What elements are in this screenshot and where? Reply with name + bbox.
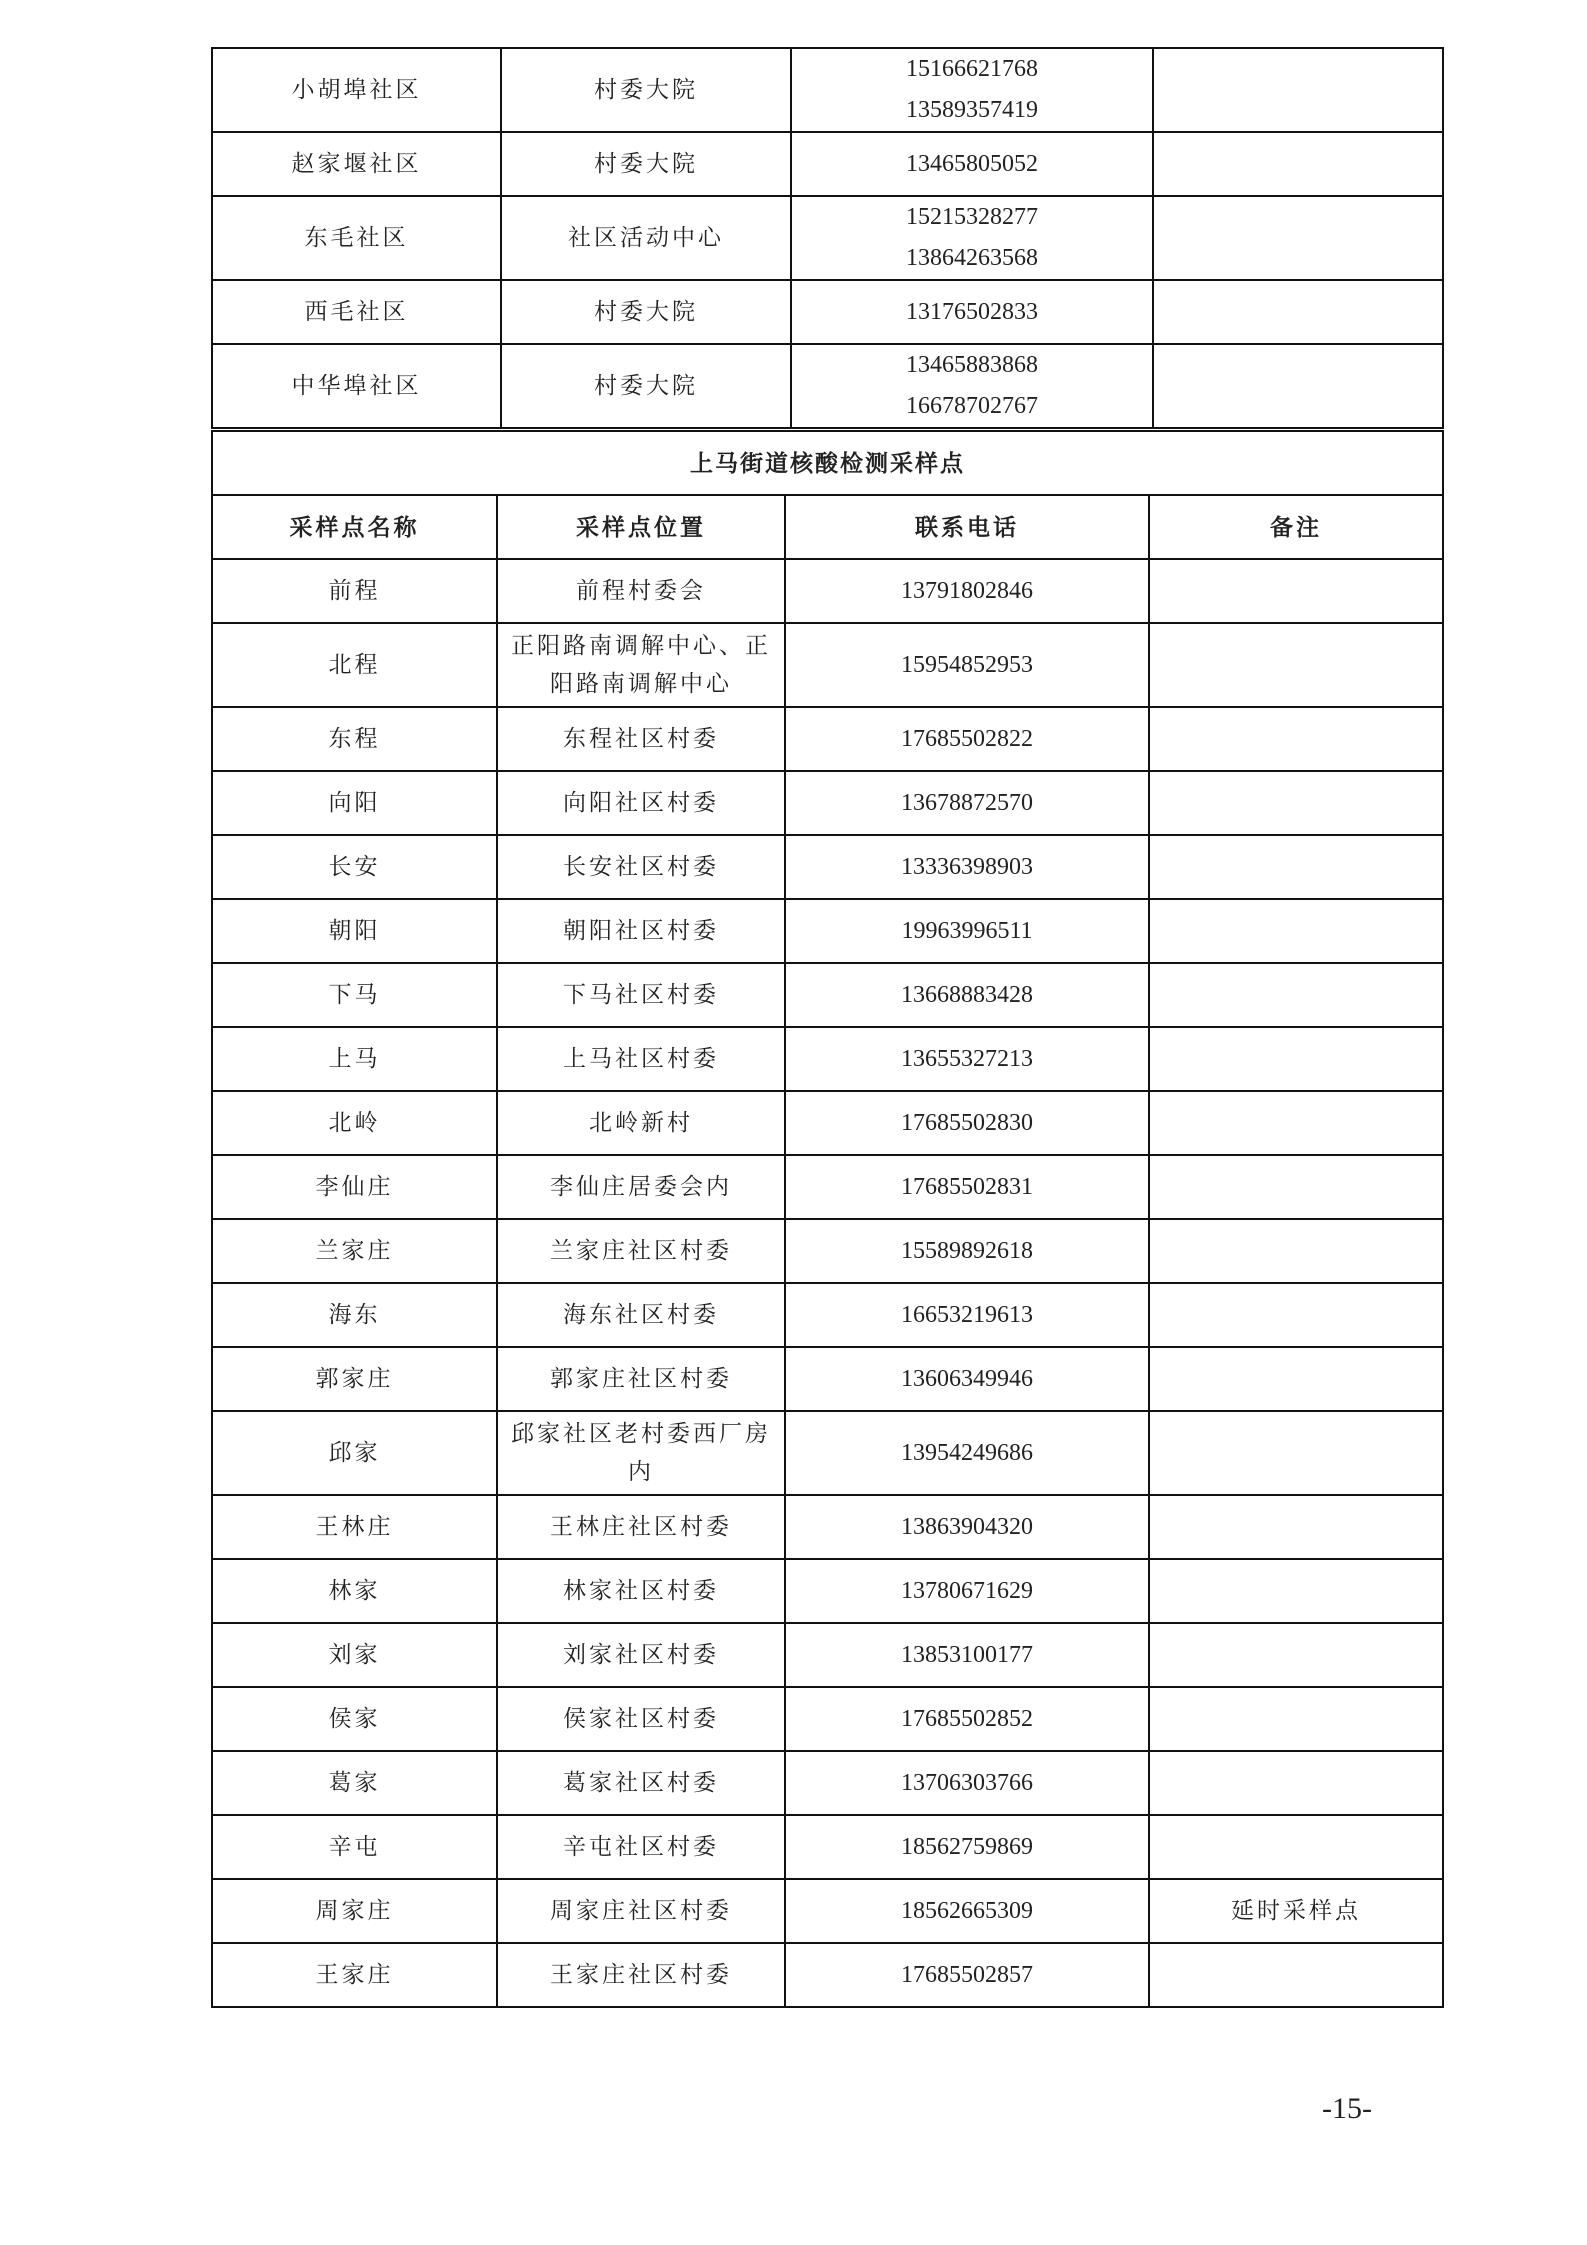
table-row (212, 899, 1443, 963)
table-row (212, 1623, 1443, 1687)
site-phone: 13176502833 (791, 280, 1153, 344)
site-location: 村委大院 (501, 280, 791, 344)
table-row (212, 1091, 1443, 1155)
section-title: 上马街道核酸检测采样点 (212, 431, 1443, 495)
site-location: 林家社区村委 (497, 1559, 785, 1623)
site-name: 东程 (212, 707, 497, 771)
site-name: 赵家堰社区 (212, 132, 501, 196)
site-note (1149, 1155, 1443, 1219)
site-note (1149, 1283, 1443, 1347)
header-name: 采样点名称 (212, 495, 497, 559)
site-name: 西毛社区 (212, 280, 501, 344)
site-name: 中华埠社区 (212, 344, 501, 428)
site-note (1149, 1751, 1443, 1815)
site-location: 村委大院 (501, 344, 791, 428)
site-name: 下马 (212, 963, 497, 1027)
site-note (1153, 48, 1443, 132)
site-phone: 15589892618 (785, 1219, 1149, 1283)
table-row (212, 196, 1443, 280)
site-location: 兰家庄社区村委 (497, 1219, 785, 1283)
site-location: 侯家社区村委 (497, 1687, 785, 1751)
site-location: 刘家社区村委 (497, 1623, 785, 1687)
site-phone: 13954249686 (785, 1411, 1149, 1495)
table-row (212, 1283, 1443, 1347)
table-row (212, 344, 1443, 428)
site-location: 辛屯社区村委 (497, 1815, 785, 1879)
site-note (1149, 1495, 1443, 1559)
site-phone: 13863904320 (785, 1495, 1149, 1559)
header-phone: 联系电话 (785, 495, 1149, 559)
table-row (212, 1943, 1443, 2007)
table-row (212, 707, 1443, 771)
table-row (212, 623, 1443, 707)
site-name: 前程 (212, 559, 497, 623)
site-name: 兰家庄 (212, 1219, 497, 1283)
site-name: 北程 (212, 623, 497, 707)
site-name: 邱家 (212, 1411, 497, 1495)
site-phone: 18562665309 (785, 1879, 1149, 1943)
phone-line: 13864263568 (906, 245, 1038, 271)
site-name: 侯家 (212, 1687, 497, 1751)
site-phone: 17685502857 (785, 1943, 1149, 2007)
site-name: 林家 (212, 1559, 497, 1623)
site-note (1149, 771, 1443, 835)
site-note (1149, 559, 1443, 623)
site-name: 刘家 (212, 1623, 497, 1687)
site-note (1153, 344, 1443, 428)
site-note (1149, 1623, 1443, 1687)
site-location: 邱家社区老村委西厂房内 (497, 1411, 785, 1495)
site-name: 王家庄 (212, 1943, 497, 2007)
site-note (1149, 963, 1443, 1027)
table-row (212, 771, 1443, 835)
site-location: 正阳路南调解中心、正阳路南调解中心 (497, 623, 785, 707)
site-location: 上马社区村委 (497, 1027, 785, 1091)
table-row (212, 1027, 1443, 1091)
site-phone: 13853100177 (785, 1623, 1149, 1687)
site-location: 郭家庄社区村委 (497, 1347, 785, 1411)
site-note (1153, 196, 1443, 280)
site-phone: 16653219613 (785, 1283, 1149, 1347)
site-phone: 13465805052 (791, 132, 1153, 196)
site-name: 东毛社区 (212, 196, 501, 280)
site-name: 周家庄 (212, 1879, 497, 1943)
site-note (1149, 707, 1443, 771)
site-location: 村委大院 (501, 132, 791, 196)
site-location: 下马社区村委 (497, 963, 785, 1027)
site-phone: 15954852953 (785, 623, 1149, 707)
table-row (212, 835, 1443, 899)
shangma-sampling-table (211, 430, 1444, 2008)
site-phone (791, 196, 1153, 280)
site-note (1149, 835, 1443, 899)
site-phone: 17685502831 (785, 1155, 1149, 1219)
site-location: 东程社区村委 (497, 707, 785, 771)
site-location: 海东社区村委 (497, 1283, 785, 1347)
site-note (1153, 132, 1443, 196)
phone-line: 13589357419 (906, 97, 1038, 123)
section-title-row (212, 431, 1443, 495)
site-location: 周家庄社区村委 (497, 1879, 785, 1943)
header-location: 采样点位置 (497, 495, 785, 559)
site-location: 葛家社区村委 (497, 1751, 785, 1815)
site-name: 郭家庄 (212, 1347, 497, 1411)
phone-line: 16678702767 (906, 393, 1038, 419)
site-note (1149, 623, 1443, 707)
phone-line: 15166621768 (906, 56, 1038, 82)
site-name: 上马 (212, 1027, 497, 1091)
site-name: 海东 (212, 1283, 497, 1347)
site-name: 朝阳 (212, 899, 497, 963)
site-phone: 13655327213 (785, 1027, 1149, 1091)
site-location: 村委大院 (501, 48, 791, 132)
site-phone: 13678872570 (785, 771, 1149, 835)
phone-line: 13465883868 (906, 352, 1038, 378)
site-phone: 13791802846 (785, 559, 1149, 623)
site-note (1153, 280, 1443, 344)
site-name: 长安 (212, 835, 497, 899)
site-location: 朝阳社区村委 (497, 899, 785, 963)
site-note (1149, 1943, 1443, 2007)
site-phone: 19963996511 (785, 899, 1149, 963)
table-row (212, 48, 1443, 132)
site-phone: 17685502822 (785, 707, 1149, 771)
site-note (1149, 1219, 1443, 1283)
site-name: 葛家 (212, 1751, 497, 1815)
site-location: 向阳社区村委 (497, 771, 785, 835)
site-phone: 17685502852 (785, 1687, 1149, 1751)
table-row (212, 1219, 1443, 1283)
table-row (212, 559, 1443, 623)
site-phone: 13706303766 (785, 1751, 1149, 1815)
site-note (1149, 1091, 1443, 1155)
site-phone: 17685502830 (785, 1091, 1149, 1155)
table-row (212, 1347, 1443, 1411)
table-row (212, 1495, 1443, 1559)
site-phone: 13780671629 (785, 1559, 1149, 1623)
site-note (1149, 1411, 1443, 1495)
site-location: 王家庄社区村委 (497, 1943, 785, 2007)
community-sampling-table (211, 47, 1444, 429)
site-name: 小胡埠社区 (212, 48, 501, 132)
table-row (212, 1411, 1443, 1495)
site-note: 延时采样点 (1149, 1879, 1443, 1943)
table-row (212, 1815, 1443, 1879)
site-location: 长安社区村委 (497, 835, 785, 899)
site-note (1149, 899, 1443, 963)
site-note (1149, 1815, 1443, 1879)
site-location: 李仙庄居委会内 (497, 1155, 785, 1219)
site-location: 北岭新村 (497, 1091, 785, 1155)
table-row (212, 963, 1443, 1027)
header-note: 备注 (1149, 495, 1443, 559)
site-name: 王林庄 (212, 1495, 497, 1559)
table-row (212, 1155, 1443, 1219)
site-location: 前程村委会 (497, 559, 785, 623)
table-row (212, 280, 1443, 344)
site-note (1149, 1687, 1443, 1751)
site-note (1149, 1559, 1443, 1623)
table-row (212, 132, 1443, 196)
site-phone (791, 344, 1153, 428)
site-name: 北岭 (212, 1091, 497, 1155)
phone-line: 15215328277 (906, 204, 1038, 230)
site-name: 向阳 (212, 771, 497, 835)
site-phone: 18562759869 (785, 1815, 1149, 1879)
site-note (1149, 1027, 1443, 1091)
table-row (212, 1751, 1443, 1815)
table-row (212, 1687, 1443, 1751)
table-row (212, 1559, 1443, 1623)
site-location: 社区活动中心 (501, 196, 791, 280)
site-note (1149, 1347, 1443, 1411)
page-number: -15- (1322, 2092, 1372, 2125)
site-phone: 13668883428 (785, 963, 1149, 1027)
site-phone: 13336398903 (785, 835, 1149, 899)
table-row (212, 1879, 1443, 1943)
site-phone (791, 48, 1153, 132)
site-name: 辛屯 (212, 1815, 497, 1879)
site-name: 李仙庄 (212, 1155, 497, 1219)
header-row (212, 495, 1443, 559)
site-phone: 13606349946 (785, 1347, 1149, 1411)
site-location: 王林庄社区村委 (497, 1495, 785, 1559)
